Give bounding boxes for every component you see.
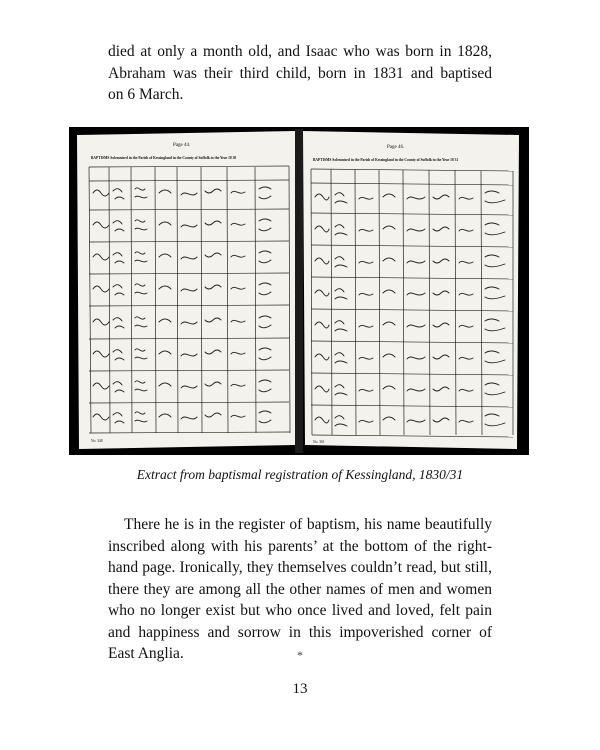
left-page-heading: BAPTISMS Solemnized in the Parish of Kessingland in the County of Suffolk in the Year 18 30 bbox=[91, 156, 237, 160]
right-page-label: Page 46. bbox=[387, 145, 405, 150]
left-page-label: Page 44. bbox=[173, 143, 191, 148]
top-paragraph bbox=[108, 41, 492, 106]
register-right-page bbox=[303, 131, 519, 449]
book-gutter bbox=[295, 129, 303, 453]
section-ornament: * bbox=[297, 648, 303, 662]
text-line: hand page. Ironically, they themselves couldn’t read, but still, bbox=[108, 559, 492, 576]
figure-caption: Extract from baptismal registration of Kessingland, 1830/31 bbox=[136, 467, 464, 482]
left-entry-number: No. 348 bbox=[91, 439, 103, 443]
text-line: died at only a month old, and Isaac who was born in 1828, bbox=[108, 43, 492, 60]
register-image bbox=[69, 127, 529, 455]
right-page-heading: BAPTISMS Solemnized in the Parish of Kessingland in the County of Suffolk in the Year 18 31 bbox=[313, 158, 459, 162]
right-entry-number: No. 361 bbox=[313, 440, 325, 444]
text-line: Abraham was their third child, born in 1831 and baptised bbox=[108, 64, 492, 82]
text-line: and happiness and sorrow in this impoverished corner of bbox=[108, 623, 492, 641]
text-line: there they are among all the other names of men and women bbox=[108, 580, 492, 598]
bottom-paragraph bbox=[108, 514, 492, 665]
text-line: on 6 March. bbox=[108, 86, 184, 103]
page-number: 13 bbox=[292, 681, 308, 697]
baptismal-register-photo bbox=[69, 127, 529, 455]
text-line: inscribed along with his parents’ at the bottom of the right- bbox=[108, 537, 492, 555]
text-line: East Anglia. bbox=[108, 645, 184, 662]
register-left-page bbox=[77, 131, 297, 449]
text-line: There he is in the register of baptism, his name beautifully bbox=[124, 516, 492, 533]
text-line: who no longer exist but who once lived and loved, felt pain bbox=[108, 602, 492, 619]
